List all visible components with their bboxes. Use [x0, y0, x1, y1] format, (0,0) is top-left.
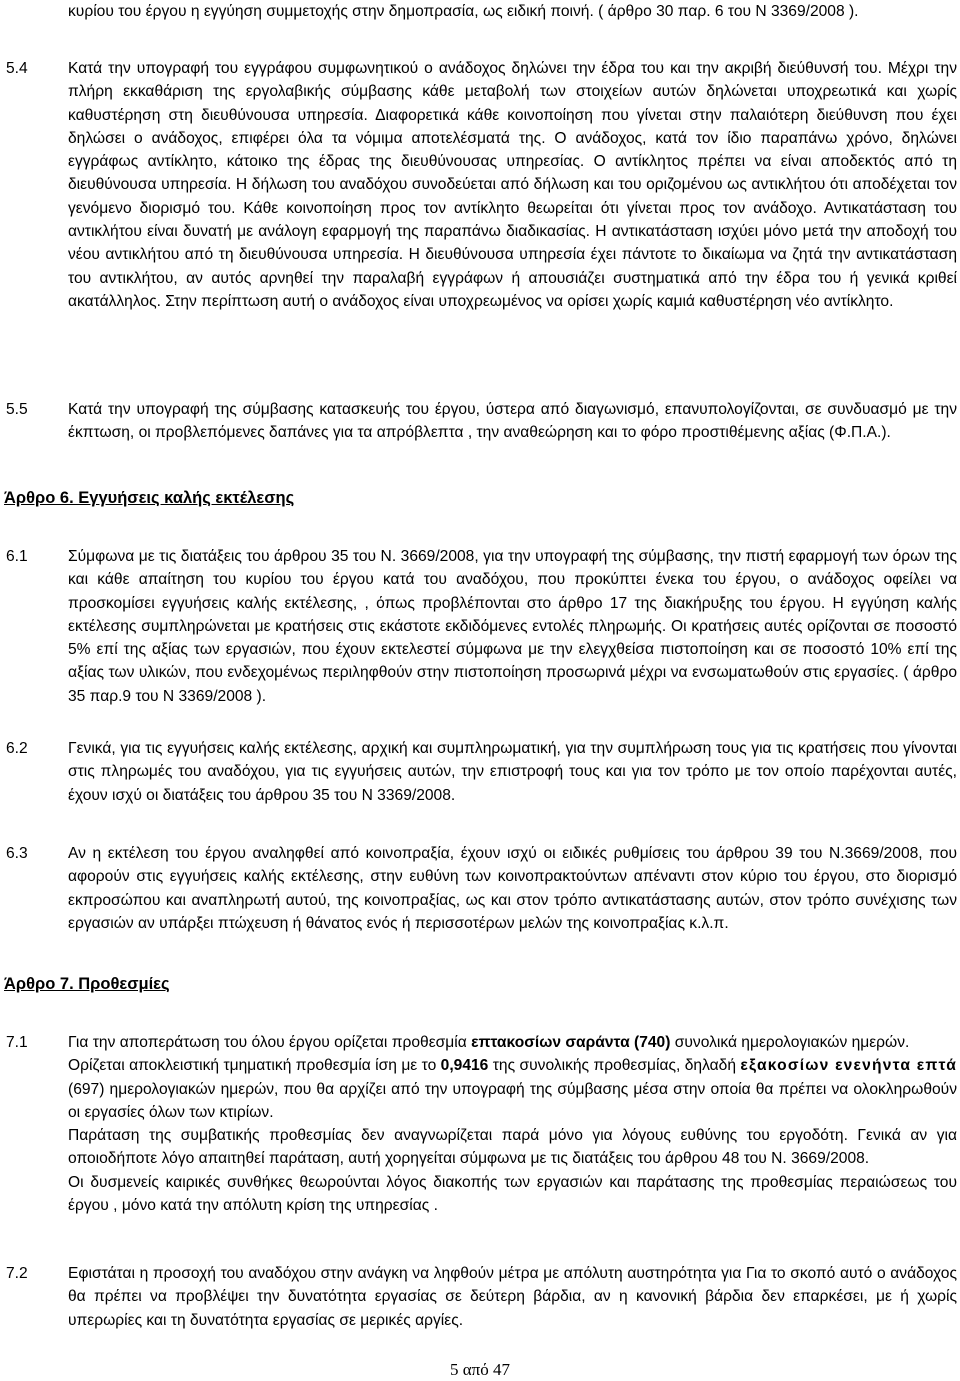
paragraph-continuation: κυρίου του έργου η εγγύηση συμμετοχής στην δημοπρασία, ως ειδική ποινή. ( άρθρο 30 παρ. 6 του Ν 3369/2008 ).	[68, 3, 859, 20]
section-7-1-body	[68, 1031, 957, 1217]
section-number-6-3: 6.3	[6, 845, 28, 862]
paragraph-7-1-total-deadline: Για την αποπεράτωση του όλου έργου ορίζεται προθεσμία επτακοσίων σαράντα (740) συνολικά ημερολογιακών ημερών.	[68, 1034, 910, 1051]
paragraph-7-1-partial-deadline: Ορίζεται αποκλειστική τμηματική προθεσμία ίση με το 0,9416 της συνολικής προθεσμίας, δηλαδή εξακοσίων ενενήντα επτά (697) ημερολογιακών ημερών, που θα αρχίζει από την υπογραφή της σύμβασης μέσα στην οποία θα πρέπει να ολοκληρωθούν οι εργασίες όλων των κτιρίων.	[68, 1057, 957, 1121]
heading-article-7: Άρθρο 7. Προθεσμίες	[4, 975, 170, 993]
page-number-footer: 5 από 47	[450, 1360, 510, 1379]
section-number-5-4: 5.4	[6, 60, 28, 77]
section-number-7-1: 7.1	[6, 1034, 28, 1051]
section-number-6-1: 6.1	[6, 548, 28, 565]
section-number-7-2: 7.2	[6, 1265, 28, 1282]
paragraph-7-1-extension: Παράταση της συμβατικής προθεσμίας δεν αναγνωρίζεται παρά μόνο για λόγους ευθύνης του εργοδότη. Γενικά αν για οποιοδήποτε λόγο απαιτηθεί παράταση, αυτή χορηγείται σύμφωνα με τις διατάξεις του άρθρου 48 του Ν. 3669/2008.	[68, 1127, 957, 1168]
paragraph-6-1: Σύμφωνα με τις διατάξεις του άρθρου 35 του Ν. 3669/2008, για την υπογραφή της σύμβασης, την πιστή εφαρμογή των όρων της και κάθε απαίτηση του κυρίου του έργου κατά του αναδόχου, που προκύπτει ένεκα του έργου, ο ανάδοχος οφείλει να προσκομίσει εγγυήσεις καλής εκτέλεσης, , όπως προβλέπονται στο άρθρο 17 της διακήρυξης του έργου. Η εγγύηση καλής εκτέλεσης συμπληρώνεται με κρατήσεις στις εκάστοτε εκδιδόμενες εντολές πληρωμής. Οι κρατήσεις αυτές ορίζονται σε ποσοστό 5% επί της αξίας των εργασιών, που έχουν εκτελεστεί σύμφωνα με την ελεγχθείσα πιστοποίηση και σε ποσοστό 10% επί της αξίας των υλικών, που ενδεχομένως περιληφθούν στην πιστοποίηση προσωρινά μέχρι να ενσωματωθούν στις εργασίες. ( άρθρο 35 παρ.9 του Ν 3369/2008 ).	[68, 548, 957, 705]
section-number-6-2: 6.2	[6, 740, 28, 757]
paragraph-7-2: Εφιστάται η προσοχή του αναδόχου στην ανάγκη να ληφθούν μέτρα με απόλυτη αυστηρότητα για Για το σκοπό αυτό ο ανάδοχος θα πρέπει να προβλέψει την δυνατότητα εργασίας σε δεύτερη βάρδια, αν η κανονική βάρδια δεν επαρκέσει, με ή χωρίς υπερωρίες και τη δυνατότητα εργασίας σε μερικές αργίες.	[68, 1265, 957, 1329]
paragraph-5-4: Κατά την υπογραφή του εγγράφου συμφωνητικού ο ανάδοχος δηλώνει την έδρα του και την ακριβή διεύθυνσή του. Μέχρι την πλήρη εκκαθάριση της εργολαβικής σύμβασης κάθε μεταβολή των στοιχείων αυτών δηλώνεται υποχρεωτικά και χωρίς καθυστέρηση στη διευθύνουσα υπηρεσία. Διαφορετικά κάθε κοινοποίηση που γίνεται στην παλαιότερη διεύθυνση που έχει δηλώσει ο ανάδοχος, επιφέρει όλα τα νόμιμα αποτελέσματά της. Ο ανάδοχος, κατά τον ίδιο παραπάνω χρόνο, δηλώνει εγγράφως αντίκλητο, κάτοικο της έδρας της διευθύνουσας υπηρεσίας. Ο αντίκλητος πρέπει να είναι αποδεκτός από τη διευθύνουσα υπηρεσία. Η δήλωση του αναδόχου συνοδεύεται από δήλωση και του οριζομένου ως αντικλήτου ότι αποδέχεται τον γενόμενο διορισμό του. Κάθε κοινοποίηση προς τον αντίκλητο θεωρείται ότι γίνεται προς τον ανάδοχο. Αντικατάσταση του αντικλήτου είναι δυνατή με ανάλογη εφαρμογή της παραπάνω διαδικασίας. Η αντικατάσταση ισχύει μόνο μετά την αποδοχή του νέου αντικλήτου από τη διευθύνουσα υπηρεσία. Η διευθύνουσα υπηρεσία έχει πάντοτε το δικαίωμα να ζητά την αντικατάσταση του αντικλήτου, αν αυτός αρνηθεί την παραλαβή εγγράφων ή απουσιάζει συστηματικά από την έδρα του ή γενικά κριθεί ακατάλληλος. Στην περίπτωση αυτή ο ανάδοχος είναι υποχρεωμένος να ορίσει χωρίς καμιά καθυστέρηση νέο αντίκλητο.	[68, 60, 957, 310]
section-number-5-5: 5.5	[6, 401, 28, 418]
paragraph-6-3: Αν η εκτέλεση του έργου αναληφθεί από κοινοπραξία, έχουν ισχύ οι ειδικές ρυθμίσεις του άρθρου 39 του Ν.3669/2008, που αφορούν στις εγγυήσεις καλής εκτέλεσης, στην ευθύνη των κοινοπρακτούντων απέναντι στον κύριο του έργου, στο διορισμό εκπροσώπου και αναπληρωτή αυτού, της κοινοπραξίας, ως και στον τρόπο αντικατάστασης αυτών, στον τρόπο συνέχισης των εργασιών αν υπάρξει πτώχευση ή θάνατος ενός ή περισσοτέρων μελών της κοινοπραξίας κ.λ.π.	[68, 845, 957, 932]
paragraph-6-2: Γενικά, για τις εγγυήσεις καλής εκτέλεσης, αρχική και συμπληρωματική, για την συμπλήρωση τους για τις κρατήσεις που γίνονται στις πληρωμές του αναδόχου, για τις εγγυήσεις αυτών, την επιστροφή τους και για τον τρόπο με τον οποίο παρέχονται αυτές, έχουν ισχύ οι διατάξεις του άρθρου 35 του Ν 3369/2008.	[68, 740, 957, 804]
paragraph-7-1-weather: Οι δυσμενείς καιρικές συνθήκες θεωρούνται λόγος διακοπής των εργασιών και παράτασης της προθεσμίας περαιώσεως του έργου , μόνο κατά την απόλυτη κρίση της υπηρεσίας .	[68, 1173, 957, 1215]
heading-article-6: Άρθρο 6. Εγγυήσεις καλής εκτέλεσης	[4, 489, 295, 507]
paragraph-5-5: Κατά την υπογραφή της σύμβασης κατασκευής του έργου, ύστερα από διαγωνισμό, επανυπολογίζονται, σε συνδυασμό με την έκπτωση, οι προβλεπόμενες δαπάνες για τα απρόβλεπτα , την αναθεώρηση και το φόρο προστιθέμενης αξίας (Φ.Π.Α.).	[68, 401, 957, 442]
